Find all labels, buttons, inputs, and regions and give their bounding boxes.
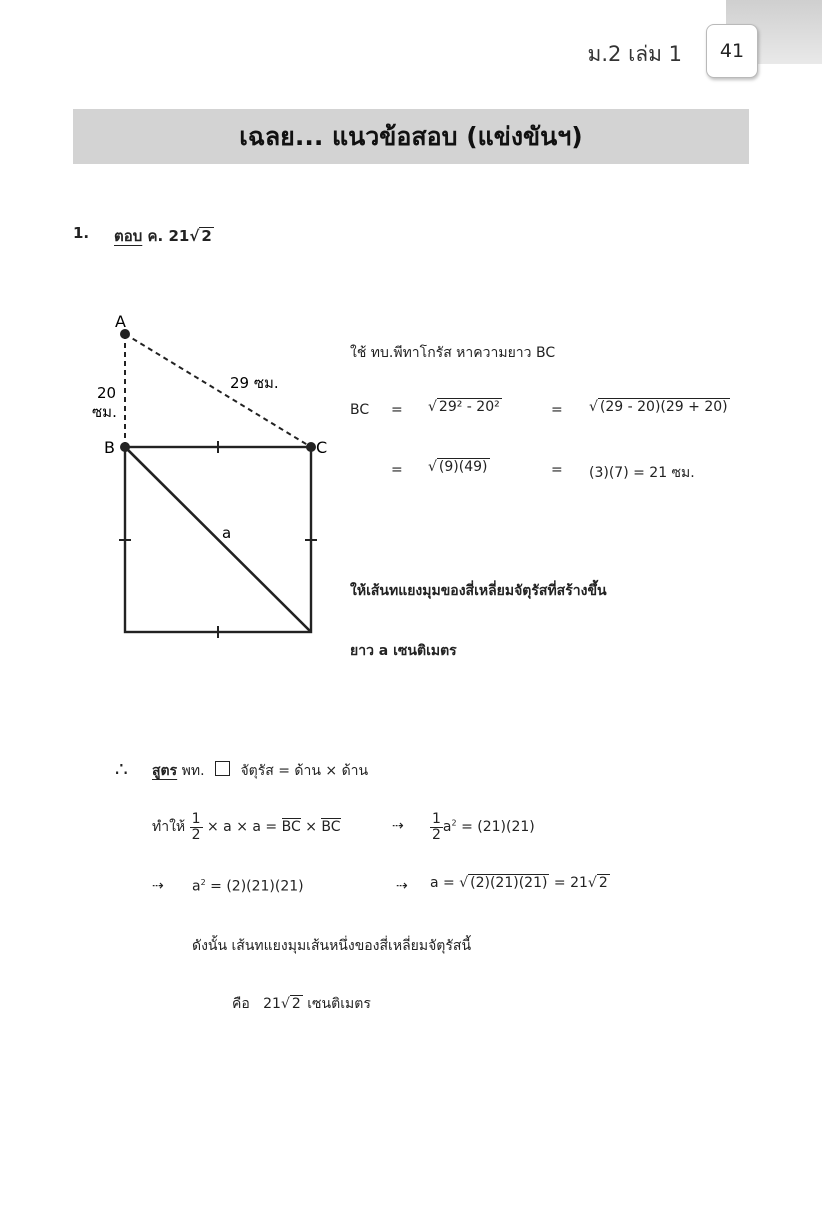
point-c <box>306 442 316 452</box>
formula-text2: จัตุรัส = ด้าน × ด้าน <box>240 763 369 779</box>
label-a: A <box>115 312 126 331</box>
label-hyp: 29 ซม. <box>230 374 279 392</box>
answer-line <box>114 224 214 248</box>
eq-2: = <box>551 402 563 418</box>
formula-label: สูตร <box>152 763 178 779</box>
formula-step-1-rhs: $\frac{1}{2}$ $a^2 = (21)(21)$ <box>432 811 535 843</box>
formula-step-1 <box>152 812 341 842</box>
formula-line <box>152 760 368 782</box>
page-number: 41 <box>706 24 758 78</box>
section-banner: เฉลย... แนวข้อสอบ (แข่งขันฯ) <box>73 109 749 164</box>
diagonal-a <box>125 447 311 632</box>
half-fraction-1: $\frac{1}{2}$ <box>191 811 201 843</box>
sqrt-2: √ (29 - 20)(29 + 20) <box>589 399 728 415</box>
formula-text: พท. <box>181 763 205 779</box>
step1-rhs: = (21)(21) <box>461 819 535 836</box>
eq-1: = <box>391 402 403 418</box>
bc-overline-2: BC <box>321 819 341 836</box>
point-b <box>120 442 130 452</box>
segment-ac <box>125 334 311 447</box>
formula-step-2-lhs: $a^2 = (2)(21)(21)$ <box>192 878 304 895</box>
times-symbol: × <box>305 819 317 836</box>
answer-choice: ค. <box>147 227 164 245</box>
label-c: C <box>316 438 328 457</box>
solution-intro: ใช้ ทบ.พีทาโกรัส หาความยาว BC <box>350 345 556 361</box>
label-side-unit: ซม. <box>92 403 117 421</box>
step1-mid: × a × a = <box>206 819 278 836</box>
square-icon <box>215 761 230 776</box>
therefore-symbol: ∴ <box>115 757 128 781</box>
arrow-1: ⇢ <box>392 818 404 834</box>
arrow-3: ⇢ <box>396 878 408 894</box>
step1-prefix: ทำให้ <box>152 819 186 836</box>
geometry-figure <box>70 300 350 650</box>
formula-step-2-rhs: a = √ (2)(21)(21) = 21√ 2 <box>430 875 608 891</box>
sqrt-3: √ (9)(49) <box>428 459 488 475</box>
bc-label: BC <box>350 402 370 418</box>
let-line-2: ยาว a เซนติเมตร <box>350 643 457 659</box>
label-b: B <box>104 438 115 457</box>
answer-coef: 21 <box>168 227 190 245</box>
sqrt-1: √ 29² - 20² <box>428 399 500 415</box>
answer-sqrt: √ 2 <box>189 227 212 245</box>
question-number: 1. <box>73 224 90 242</box>
let-line-1: ให้เส้นทแยงมุมของสี่เหลี่ยมจัตุรัสที่สร้างขึ้น <box>350 583 607 599</box>
eq-3: = <box>391 462 403 478</box>
label-side-num: 20 <box>97 384 117 402</box>
arrow-2: ⇢ <box>152 878 164 894</box>
book-grade-label: ม.2 เล่ม 1 <box>587 42 682 66</box>
half-fraction-2: $\frac{1}{2}$ <box>432 811 441 843</box>
bc-overline-1: BC <box>281 819 301 836</box>
eq-4: = <box>551 462 563 478</box>
conclusion-line: ดังนั้น เส้นทแยงมุมเส้นหนึ่งของสี่เหลี่ยมจัตุรัสนี้ <box>192 938 472 954</box>
label-diag: a <box>222 524 232 542</box>
final-answer: คือ 21√ 2 เซนติเมตร <box>232 996 371 1012</box>
answer-label: ตอบ <box>114 227 143 245</box>
result-bc: (3)(7) = 21 ซม. <box>589 465 695 481</box>
